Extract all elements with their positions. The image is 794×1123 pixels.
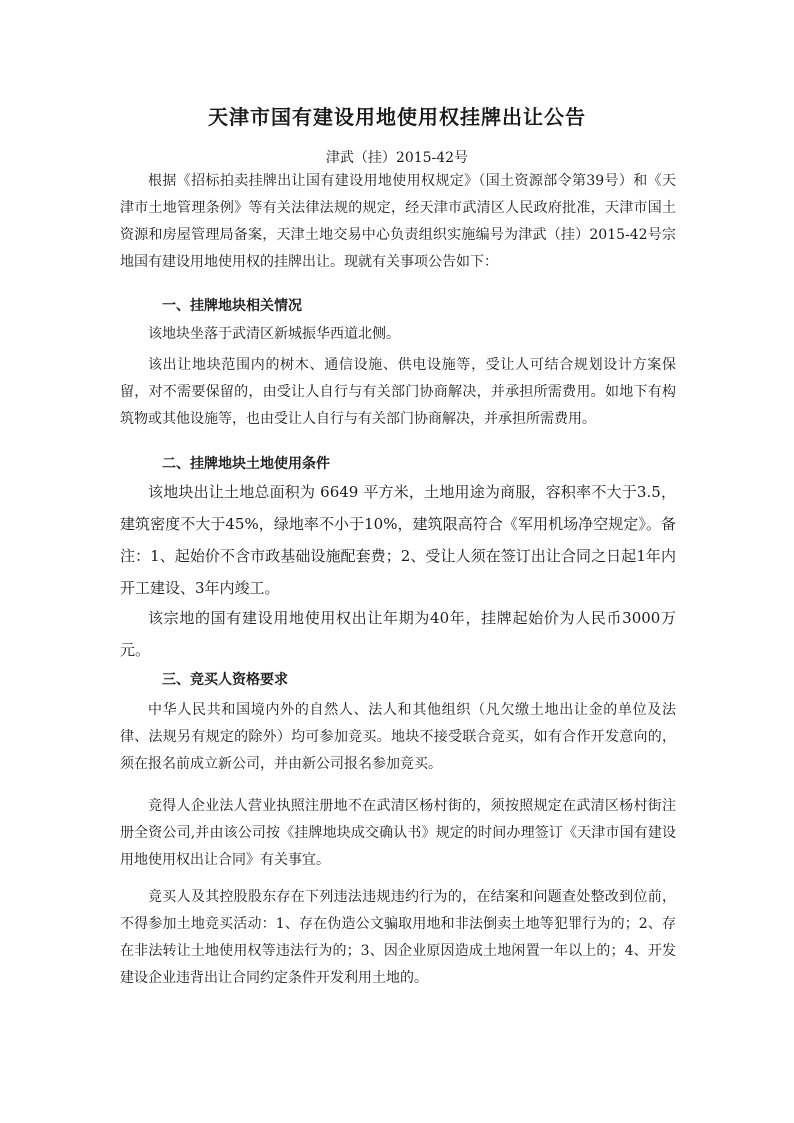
section-3-paragraph-3: 竞买人及其控股股东存在下列违法违规违约行为的，在结案和问题查处整改到位前，不得参加土地竞买活动：1、存在伪造公文骗取用地和非法倒卖土地等犯罪行为的；2、存在非法转让土地使用权等违法行为的；3、因企业原因造成土地闲置一年以上的；4、开发建设企业违背出让合同约定条件开发利用土地的。: [120, 889, 676, 986]
section-3-paragraph-2: 竞得人企业法人营业执照注册地不在武清区杨村街的，须按照规定在武清区杨村街注册全资公司,并由该公司按《挂牌地块成交确认书》规定的时间办理签订《天津市国有建设用地使用权出让合同》有关事宜。: [120, 798, 676, 868]
section-heading-1: 一、挂牌地块相关情况: [162, 298, 302, 314]
page-title: 天津市国有建设用地使用权挂牌出让公告: [208, 105, 586, 129]
section-3-paragraph-1: 中华人民共和国境内外的自然人、法人和其他组织（凡欠缴土地出让金的单位及法律、法规另有规定的除外）均可参加竞买。地块不接受联合竞买，如有合作开发意向的，须在报名前成立新公司，并由新公司报名参加竞买。: [120, 702, 676, 772]
section-2-paragraph-2: 该宗地的国有建设用地使用权出让年期为40年，挂牌起始价为人民币3000万元。: [120, 609, 676, 659]
document-number: 津武（挂）2015-42号: [325, 150, 469, 166]
section-1-paragraph-1: 该地块坐落于武清区新城振华西道北侧。: [148, 326, 400, 342]
intro-paragraph: 根据《招标拍卖挂牌出让国有建设用地使用权规定》（国土资源部令第39号）和《天津市土地管理条例》等有关法律法规的规定，经天津市武清区人民政府批准，天津市国土资源和房屋管理局备案，天津土地交易中心负责组织实施编号为津武（挂）2015-42号宗地国有建设用地使用权的挂牌出让。现就有关事项公告如下：: [120, 173, 676, 270]
section-1-paragraph-2: 该出让地块范围内的树木、通信设施、供电设施等，受让人可结合规划设计方案保留，对不需要保留的，由受让人自行与有关部门协商解决，并承担所需费用。如地下有构筑物或其他设施等，也由受让人自行与有关部门协商解决，并承担所需费用。: [120, 357, 676, 427]
section-2-paragraph-1: 该地块出让土地总面积为 6649 平方米，土地用途为商服，容积率不大于3.5，建筑密度不大于45%，绿地率不小于10%，建筑限高符合《军用机场净空规定》。备注：1、起始价不含市政基础设施配套费；2、受让人须在签订出让合同之日起1年内开工建设、3年内竣工。: [120, 483, 676, 597]
section-heading-3: 三、竞买人资格要求: [162, 672, 288, 688]
section-heading-2: 二、挂牌地块土地使用条件: [162, 456, 330, 472]
